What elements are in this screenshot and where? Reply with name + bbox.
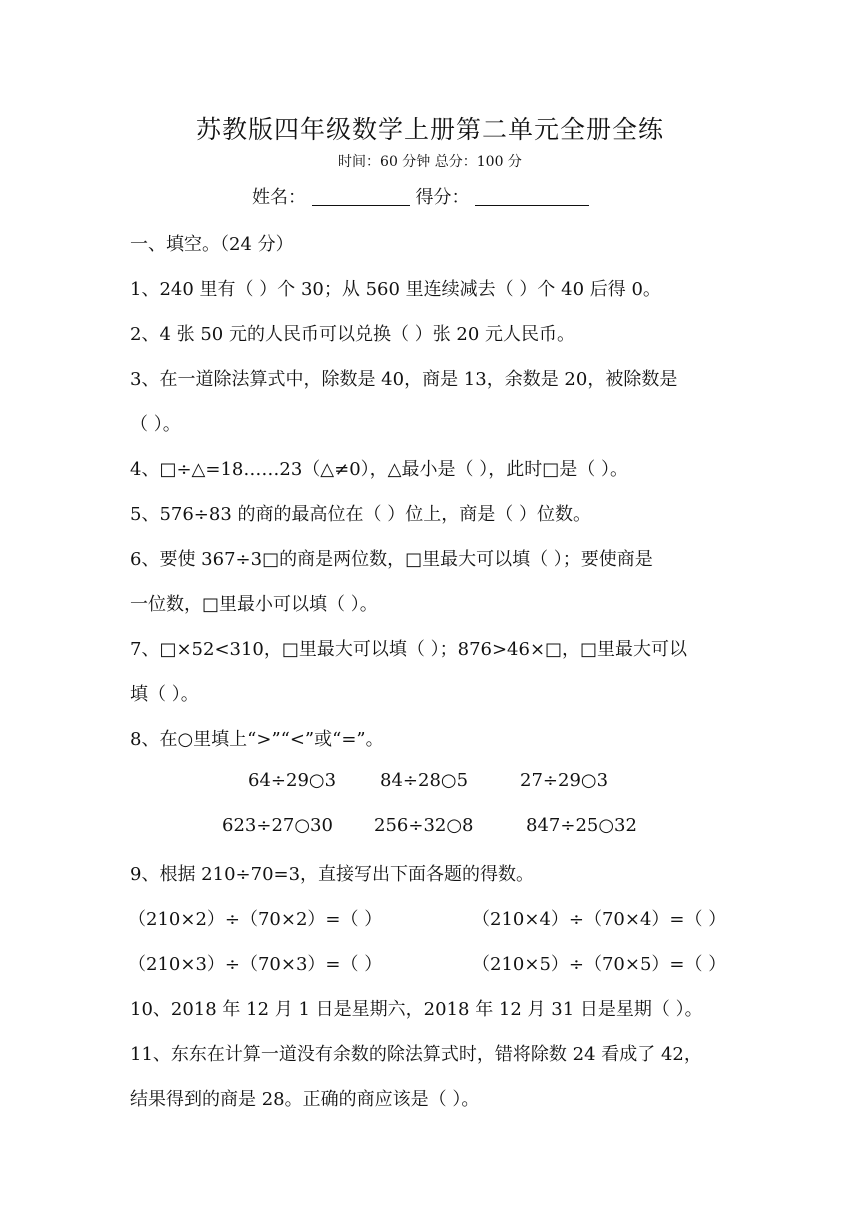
compare-item: 84÷28○5 <box>380 770 469 791</box>
compare-item: 64÷29○3 <box>248 770 337 791</box>
question-3-line-2: （ ）。 <box>130 414 181 435</box>
question-8: 8、在○里填上“>”“<”或“=”。 <box>130 729 384 750</box>
question-11-line-2: 结果得到的商是 28。正确的商应该是（ ）。 <box>130 1089 480 1110</box>
compare-item: 623÷27○30 <box>222 815 333 836</box>
score-label: 得分： <box>415 187 470 208</box>
calc-item: （210×4）÷（70×4）=（ ） <box>472 909 727 930</box>
calc-item: （210×3）÷（70×3）=（ ） <box>128 954 383 975</box>
question-6-line-1: 6、要使 367÷3□的商是两位数，□里最大可以填（ ）；要使商是 <box>130 549 653 570</box>
question-2: 2、4 张 50 元的人民币可以兑换（ ）张 20 元人民币。 <box>130 324 576 345</box>
question-10: 10、2018 年 12 月 1 日是星期六，2018 年 12 月 31 日是星期（ ）。 <box>130 999 703 1020</box>
compare-item: 256÷32○8 <box>374 815 474 836</box>
name-label: 姓名： <box>252 187 306 208</box>
question-5: 5、576÷83 的商的最高位在（ ）位上，商是（ ）位数。 <box>130 504 591 525</box>
question-7-line-2: 填（ ）。 <box>130 684 199 705</box>
name-blank[interactable] <box>312 187 410 206</box>
page-title: 苏教版四年级数学上册第二单元全册全练 <box>195 115 664 144</box>
calc-item: （210×2）÷（70×2）=（ ） <box>128 909 383 930</box>
compare-item: 27÷29○3 <box>520 770 609 791</box>
time-and-score-info: 时间：60 分钟 总分：100 分 <box>338 154 522 170</box>
question-9: 9、根据 210÷70=3，直接写出下面各题的得数。 <box>130 864 535 885</box>
name-score-row <box>252 183 589 209</box>
section-heading: 一、填空。（24 分） <box>130 234 294 255</box>
question-3-line-1: 3、在一道除法算式中，除数是 40，商是 13，余数是 20，被除数是 <box>130 369 678 390</box>
question-6-line-2: 一位数，□里最小可以填（ ）。 <box>130 594 378 615</box>
compare-item: 847÷25○32 <box>526 815 637 836</box>
question-11-line-1: 11、东东在计算一道没有余数的除法算式时，错将除数 24 看成了 42， <box>130 1044 702 1065</box>
question-7-line-1: 7、□×52<310，□里最大可以填（ ）；876>46×□，□里最大可以 <box>130 639 688 660</box>
calc-item: （210×5）÷（70×5）=（ ） <box>472 954 727 975</box>
question-1: 1、240 里有（ ）个 30；从 560 里连续减去（ ）个 40 后得 0。 <box>130 279 661 300</box>
question-4: 4、□÷△=18……23（△≠0），△最小是（ ），此时□是（ ）。 <box>130 459 628 480</box>
score-blank[interactable] <box>475 187 589 206</box>
